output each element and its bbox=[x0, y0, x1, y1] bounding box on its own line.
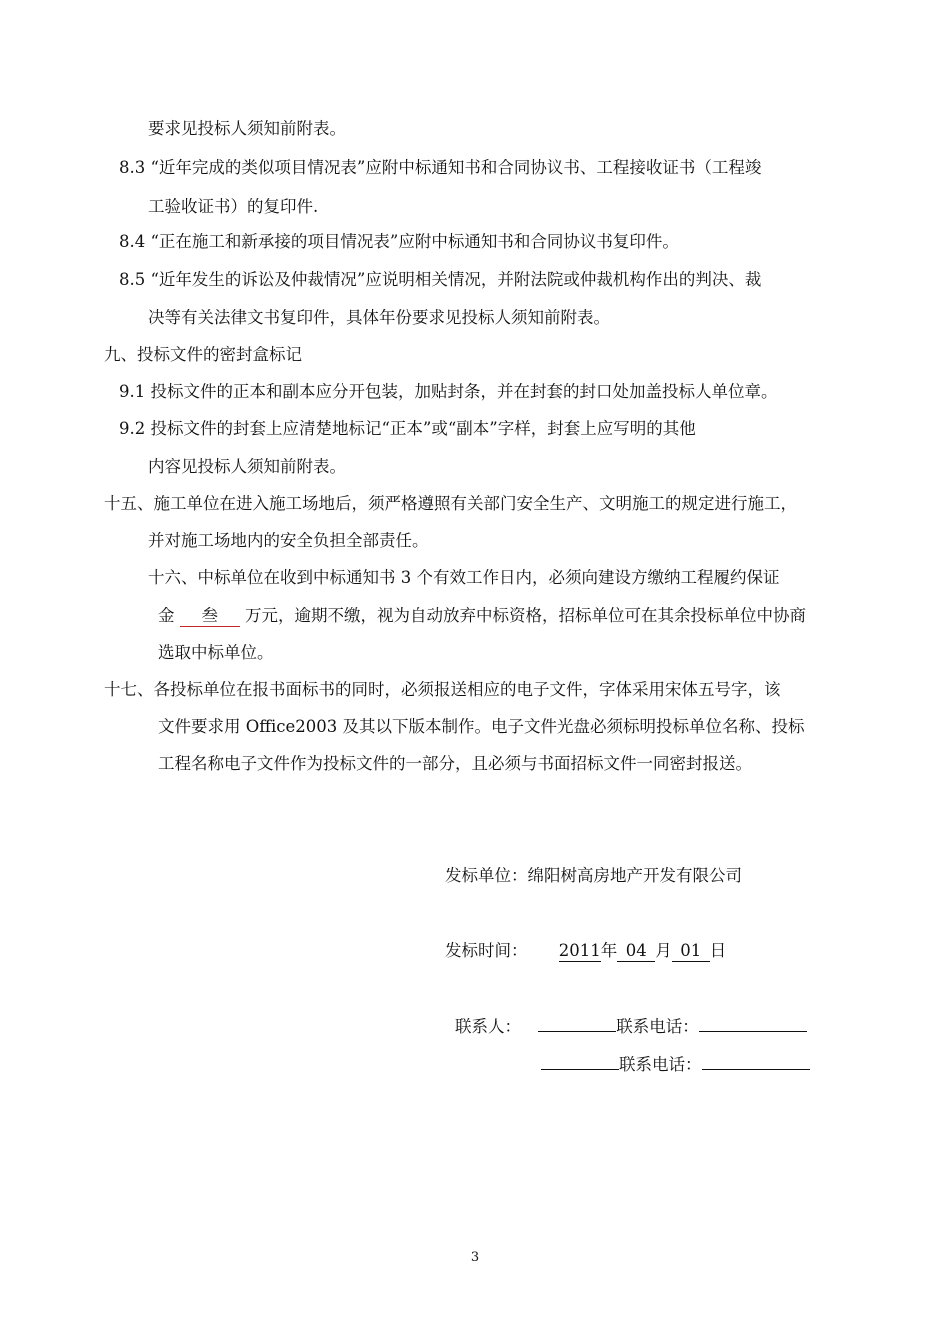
section-heading: 九、投标文件的密封盒标记 bbox=[104, 345, 302, 364]
issuer-label: 发标单位： bbox=[445, 866, 528, 885]
contact-label: 联系人： bbox=[455, 1017, 521, 1036]
date-month: 04 bbox=[617, 941, 655, 962]
paragraph-line: 工验收证书）的复印件. bbox=[148, 197, 319, 216]
date-label: 发标时间： bbox=[445, 941, 528, 960]
paragraph-line: 决等有关法律文书复印件，具体年份要求见投标人须知前附表。 bbox=[148, 308, 610, 327]
phone-blank bbox=[702, 1053, 810, 1070]
paragraph-line: 8.4 “正在施工和新承接的项目情况表”应附中标通知书和合同协议书复印件。 bbox=[119, 232, 679, 251]
paragraph-line: 选取中标单位。 bbox=[158, 643, 274, 662]
paragraph-line: 工程名称电子文件作为投标文件的一部分，且必须与书面招标文件一同密封报送。 bbox=[158, 754, 752, 773]
page-number: 3 bbox=[470, 1250, 480, 1265]
paragraph-line: 8.5 “近年发生的诉讼及仲裁情况”应说明相关情况，并附法院或仲裁机构作出的判决、裁 bbox=[119, 270, 762, 289]
paragraph-line: 十六、中标单位在收到中标通知书 3 个有效工作日内，必须向建设方缴纳工程履约保证 bbox=[148, 568, 780, 587]
phone-label: 联系电话： bbox=[616, 1017, 699, 1036]
paragraph-line bbox=[158, 605, 806, 627]
guarantee-amount: 叁 bbox=[180, 606, 240, 627]
contact-name-blank bbox=[538, 1015, 616, 1032]
contact-line-2 bbox=[541, 1053, 810, 1076]
paragraph-line: 十五、施工单位在进入施工场地后，须严格遵照有关部门安全生产、文明施工的规定进行施工， bbox=[104, 494, 797, 513]
contact-line bbox=[455, 1015, 807, 1038]
paragraph-line: 内容见投标人须知前附表。 bbox=[148, 457, 346, 476]
text-fragment: 万元，逾期不缴，视为自动放弃中标资格，招标单位可在其余投标单位中协商 bbox=[245, 606, 806, 625]
phone-blank bbox=[699, 1015, 807, 1032]
phone-label: 联系电话： bbox=[619, 1055, 702, 1074]
paragraph-line: 要求见投标人须知前附表。 bbox=[148, 119, 346, 138]
issuer-value: 绵阳树高房地产开发有限公司 bbox=[527, 866, 742, 885]
date-year: 2011 bbox=[558, 941, 601, 960]
paragraph-line: 并对施工场地内的安全负担全部责任。 bbox=[148, 531, 429, 550]
day-unit: 日 bbox=[709, 941, 727, 960]
paragraph-line: 文件要求用 Office2003 及其以下版本制作。电子文件光盘必须标明投标单位名称、投标 bbox=[158, 717, 805, 736]
paragraph-line: 9.1 投标文件的正本和副本应分开包装，加贴封条，并在封套的封口处加盖投标人单位章。 bbox=[119, 382, 778, 401]
paragraph-line: 9.2 投标文件的封套上应清楚地标记“正本”或“副本”字样，封套上应写明的其他 bbox=[119, 419, 696, 438]
contact-name-blank bbox=[541, 1053, 619, 1070]
text-fragment: 金 bbox=[158, 606, 175, 625]
date-day: 01 bbox=[672, 941, 710, 962]
issuer-line bbox=[445, 865, 742, 887]
issue-date-line bbox=[445, 940, 726, 962]
year-unit: 年 bbox=[600, 941, 618, 960]
month-unit: 月 bbox=[655, 941, 672, 960]
paragraph-line: 十七、各投标单位在报书面标书的同时，必须报送相应的电子文件，字体采用宋体五号字，该 bbox=[104, 680, 781, 699]
paragraph-line: 8.3 “近年完成的类似项目情况表”应附中标通知书和合同协议书、工程接收证书（工程竣 bbox=[119, 158, 762, 177]
